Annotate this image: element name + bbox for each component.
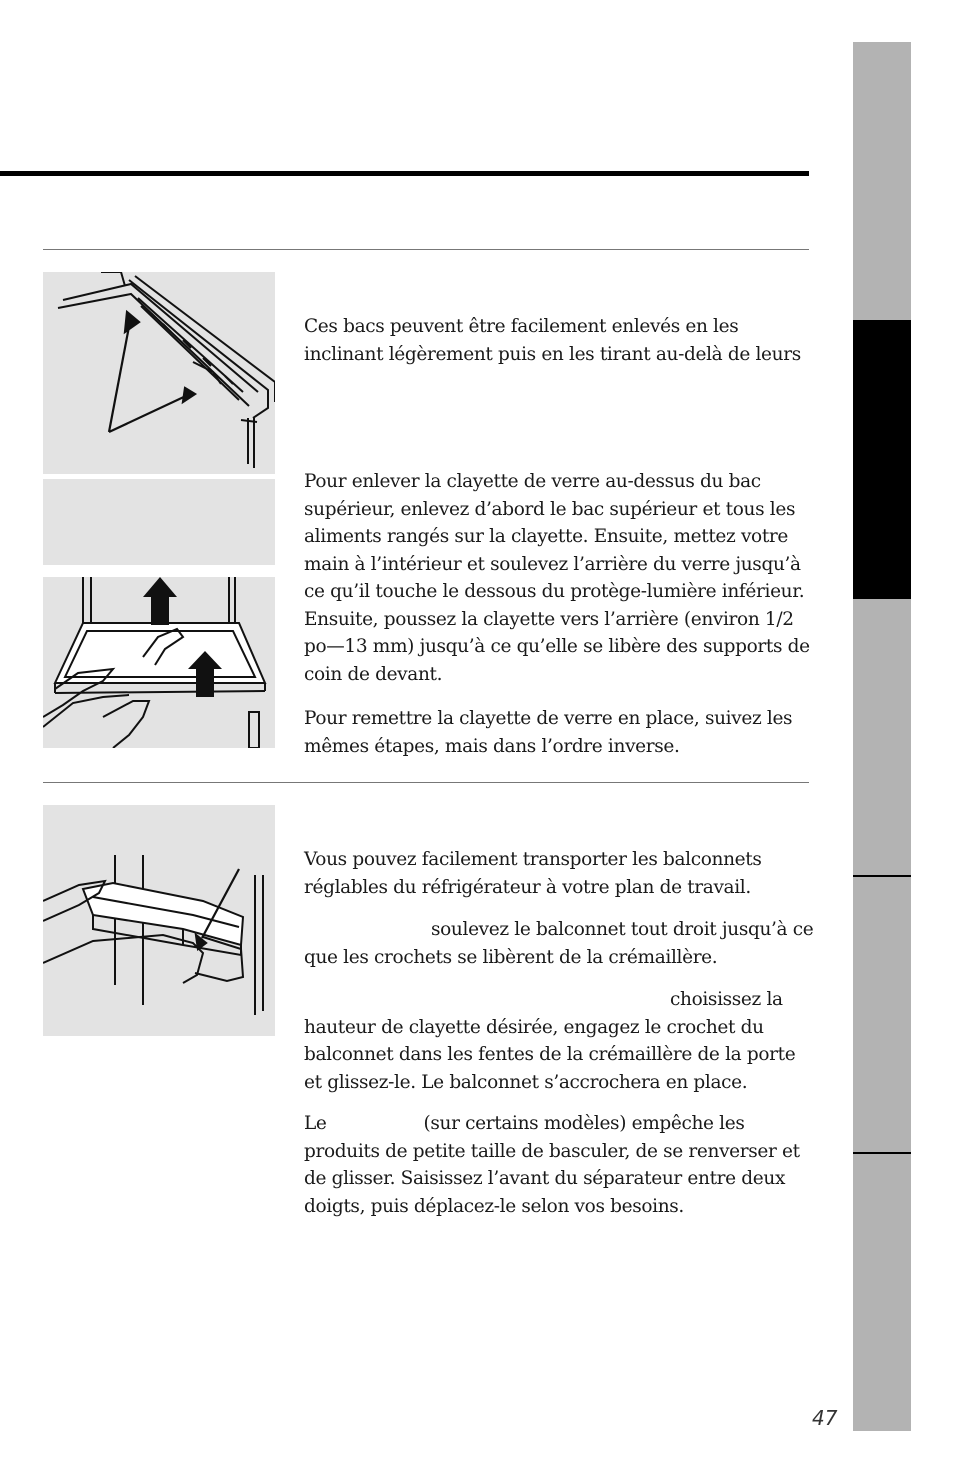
- blank-illustration-panel: [43, 479, 275, 565]
- bin-rail-illustration: [43, 272, 275, 474]
- door-bin-replace-paragraph: choisissez la hauteur de clayette désirée, engagez le crochet du balconnet dans les fentes de la crémaillère de la porte et glissez-le. Le balconnet s’accrochera en place.: [304, 989, 796, 1093]
- tab-divider: [853, 1152, 911, 1154]
- bin-rail-drawing: [43, 272, 275, 474]
- bin-divider-paragraph-rest: (sur certains modèles) empêche les produits de petite taille de basculer, de se renverser et de glisser. Saisissez l’avant du séparateur entre deux doigts, puis déplacez-le selon vos besoins.: [304, 1113, 800, 1217]
- glass-shelf-drawing: [43, 577, 275, 748]
- bins-paragraph: Ces bacs peuvent être facilement enlevés en les inclinant légèrement puis en les tirant au-delà de leurs: [304, 316, 801, 365]
- header-rule: [0, 171, 809, 176]
- section-tab-strip: [853, 42, 911, 1431]
- tab-divider: [853, 875, 911, 877]
- bin-divider-paragraph-start: Le: [304, 1113, 327, 1134]
- section-divider: [43, 249, 809, 250]
- section-divider: [43, 782, 809, 783]
- bin-divider-paragraph: [304, 1110, 814, 1220]
- door-bin-illustration: [43, 805, 275, 1036]
- shelf-removal-paragraph: Pour enlever la clayette de verre au-dessus du bac supérieur, enlevez d’abord le bac supérieur et tous les aliments rangés sur la clayette. Ensuite, mettez votre main à l’intérieur et soulevez l’arrière du verre jusqu’à ce qu’il touche le dessous du protège-lumière inférieur. Ensuite, poussez la clayette vers l’arrière (environ 1/2 po—13 mm) jusqu’à ce qu’elle se libère des supports de coin de devant.: [304, 471, 810, 685]
- page-number: 47: [812, 1406, 838, 1430]
- door-bin-remove-paragraph: soulevez le balconnet tout droit jusqu’à ce que les crochets se libèrent de la crémaillère.: [304, 919, 814, 968]
- shelf-replace-paragraph: Pour remettre la clayette de verre en place, suivez les mêmes étapes, mais dans l’ordre inverse.: [304, 708, 793, 757]
- door-bin-intro-paragraph: Vous pouvez facilement transporter les balconnets réglables du réfrigérateur à votre plan de travail.: [304, 849, 762, 898]
- glass-shelf-illustration: [43, 577, 275, 748]
- active-section-tab: [853, 320, 911, 599]
- door-bin-drawing: [43, 805, 275, 1036]
